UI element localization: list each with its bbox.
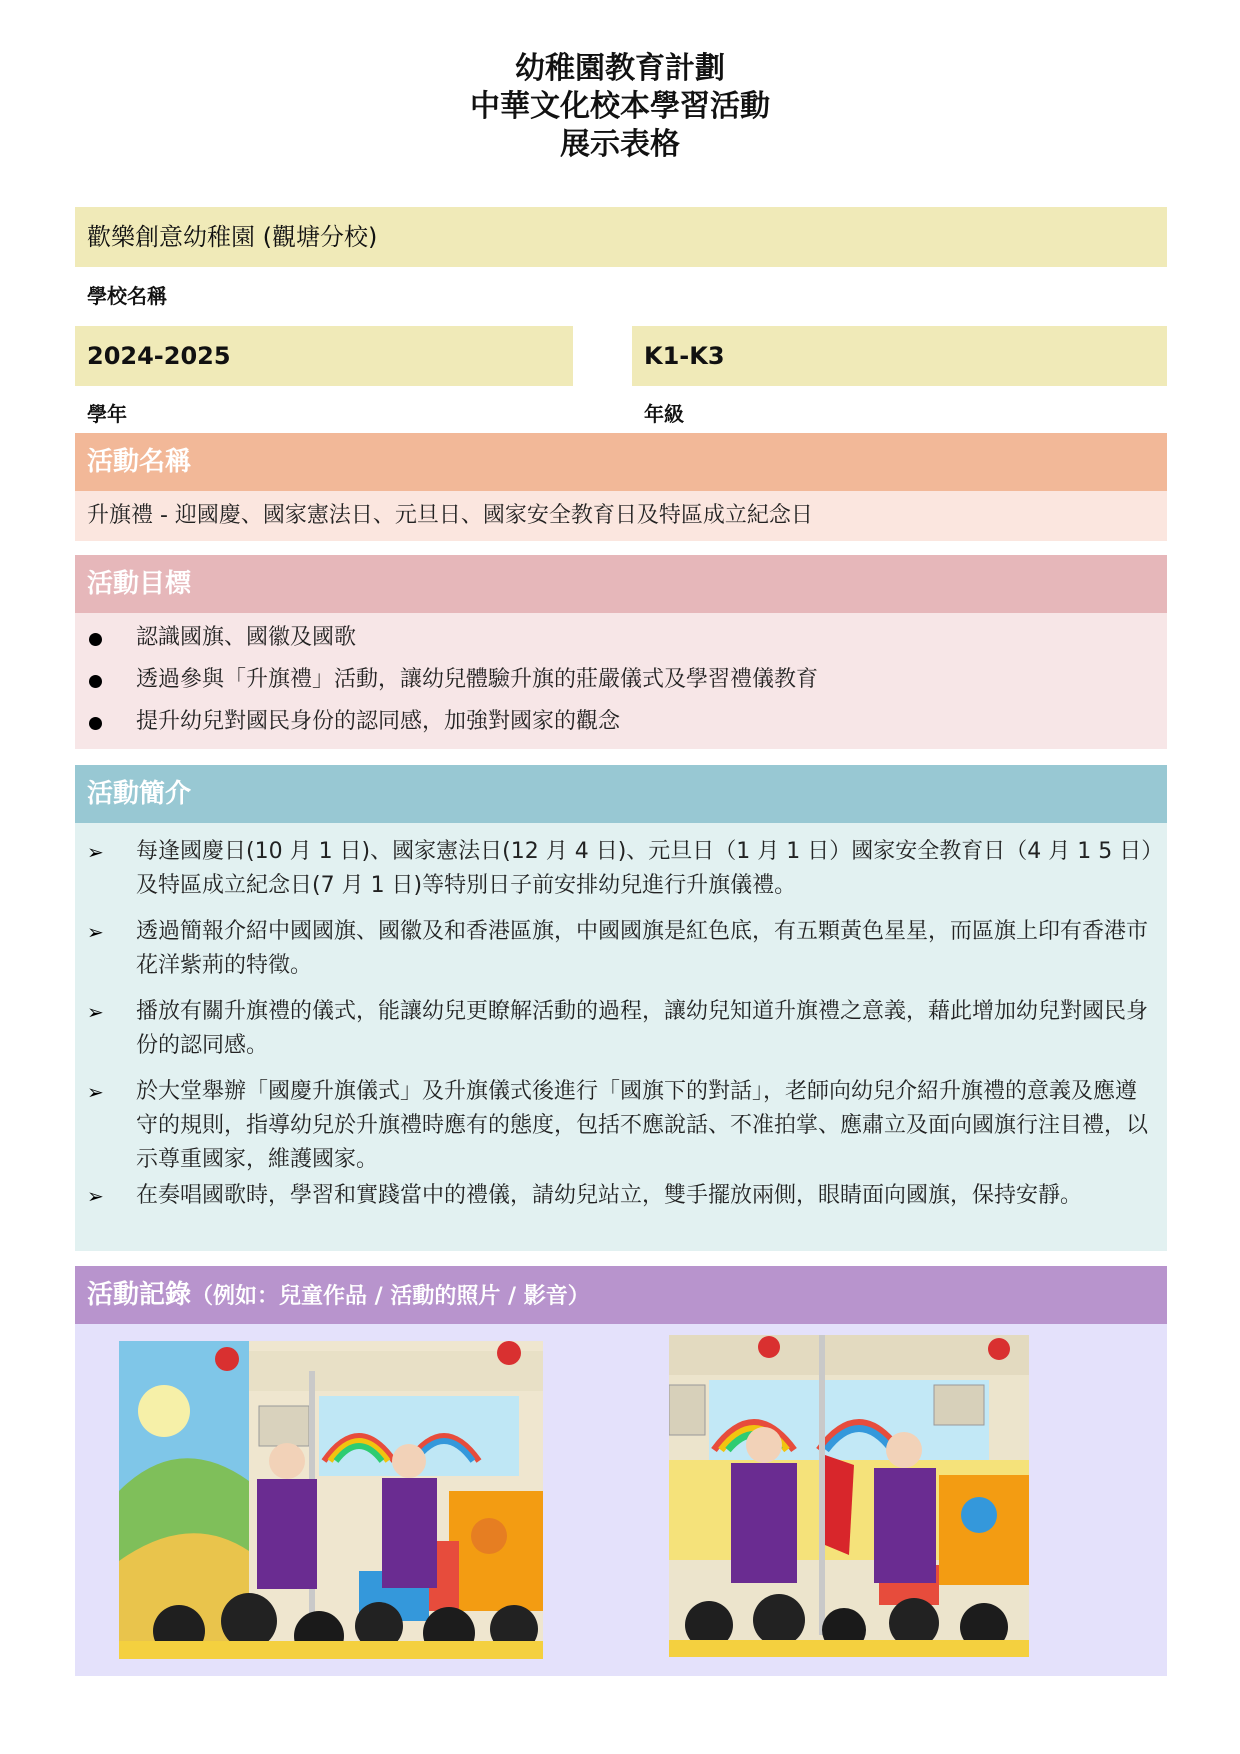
flag-ceremony-photo-icon bbox=[119, 1341, 543, 1659]
school-name-label: 學校名稱 bbox=[87, 284, 167, 308]
bullet-icon bbox=[89, 675, 102, 688]
grade-value: K1-K3 bbox=[644, 342, 725, 370]
activity-photo-2 bbox=[669, 1335, 1029, 1657]
title-line-1: 幼稚園教育計劃 bbox=[515, 51, 725, 86]
list-item: 認識國旗、國徽及國歌 bbox=[75, 623, 1167, 653]
arrow-bullet-icon: ➢ bbox=[87, 1080, 104, 1104]
records-heading-subtitle: （例如：兒童作品 / 活動的照片 / 影音） bbox=[191, 1284, 590, 1309]
activity-name-value: 升旗禮 - 迎國慶、國家憲法日、元旦日、國家安全教育日及特區成立紀念日 bbox=[87, 503, 813, 528]
arrow-bullet-icon: ➢ bbox=[87, 840, 104, 864]
title-line-2: 中華文化校本學習活動 bbox=[470, 89, 770, 124]
grade-field bbox=[632, 326, 1167, 386]
records-heading bbox=[75, 1266, 1167, 1324]
list-item: ➢ 透過簡報介紹中國國旗、國徽及和香港區旗，中國國旗是紅色底，有五顆黃色星星，而區旗上印有香港市花洋紫荊的特徵。 bbox=[75, 915, 1167, 983]
bullet-icon bbox=[89, 633, 102, 646]
list-item: 透過參與「升旗禮」活動，讓幼兒體驗升旗的莊嚴儀式及學習禮儀教育 bbox=[75, 665, 1167, 695]
objectives-body bbox=[75, 613, 1167, 749]
introduction-body bbox=[75, 823, 1167, 1251]
arrow-bullet-icon: ➢ bbox=[87, 1000, 104, 1024]
objectives-list bbox=[75, 613, 1167, 737]
school-name-value: 歡樂創意幼稚園 (觀塘分校) bbox=[87, 223, 378, 251]
arrow-bullet-icon: ➢ bbox=[87, 920, 104, 944]
school-year-field bbox=[75, 326, 573, 386]
list-item: ➢ 播放有關升旗禮的儀式，能讓幼兒更瞭解活動的過程，讓幼兒知道升旗禮之意義，藉此增加幼兒對國民身份的認同感。 bbox=[75, 995, 1167, 1063]
list-item: 提升幼兒對國民身份的認同感，加強對國家的觀念 bbox=[75, 707, 1167, 737]
arrow-bullet-icon: ➢ bbox=[87, 1184, 104, 1208]
title-line-3: 展示表格 bbox=[560, 127, 680, 162]
bullet-icon bbox=[89, 717, 102, 730]
school-name-field bbox=[75, 207, 1167, 267]
list-item: ➢ 每逢國慶日(10 月 1 日)、國家憲法日(12 月 4 日)、元旦日（1 月 1 日）國家安全教育日（4 月 1 5 日）及特區成立紀念日(7 月 1 日)等特別日子前安排幼兒進行升旗儀禮。 bbox=[75, 835, 1167, 903]
introduction-heading: 活動簡介 bbox=[75, 765, 1167, 823]
records-heading-title: 活動記錄 bbox=[87, 1280, 192, 1310]
list-item: ➢ 於大堂舉辦「國慶升旗儀式」及升旗儀式後進行「國旗下的對話」，老師向幼兒介紹升旗禮的意義及應遵守的規則，指導幼兒於升旗禮時應有的態度，包括不應說話、不准拍掌、應肅立及面向國旗行注目禮，以示尊重國家，維護國家。 bbox=[75, 1075, 1167, 1177]
activity-name-body bbox=[75, 491, 1167, 541]
list-item: ➢ 在奏唱國歌時，學習和實踐當中的禮儀，請幼兒站立，雙手擺放兩側，眼睛面向國旗，保持安靜。 bbox=[75, 1179, 1167, 1213]
objectives-heading: 活動目標 bbox=[75, 555, 1167, 613]
activity-photo-1 bbox=[119, 1341, 543, 1659]
school-year-label: 學年 bbox=[87, 402, 127, 426]
page-title bbox=[0, 50, 1240, 164]
grade-label: 年級 bbox=[644, 402, 684, 426]
school-year-value: 2024-2025 bbox=[87, 342, 231, 370]
introduction-list bbox=[75, 823, 1167, 1213]
activity-name-heading: 活動名稱 bbox=[75, 433, 1167, 491]
flag-ceremony-photo-icon bbox=[669, 1335, 1029, 1657]
